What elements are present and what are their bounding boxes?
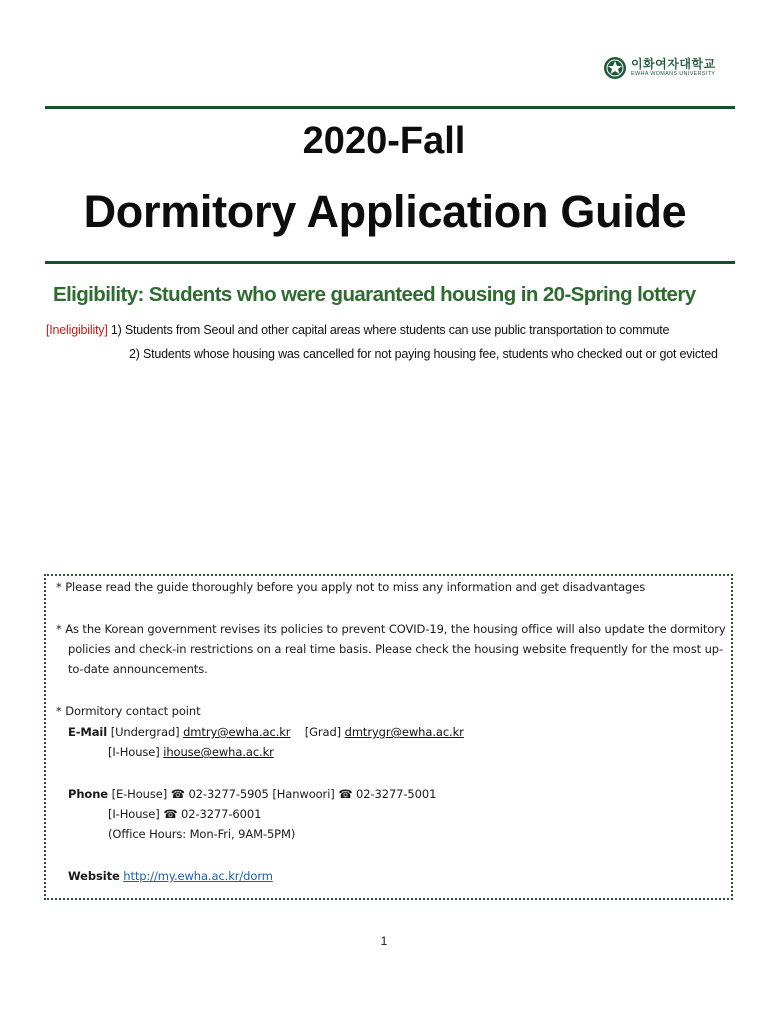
bottom-divider bbox=[45, 261, 735, 264]
phone-label: Phone bbox=[68, 787, 109, 801]
notice-covid-line-2: policies and check-in restrictions on a real time basis. Please check the housing website frequently for the most up- bbox=[68, 642, 724, 656]
ineligibility-item-1: 1) Students from Seoul and other capital areas where students can use public transportation to commute bbox=[110, 323, 670, 337]
page-number: 1 bbox=[380, 934, 388, 948]
phone-ehouse-label: [E-House] bbox=[111, 787, 168, 801]
email-row-1 bbox=[68, 725, 464, 739]
email-row-2 bbox=[108, 745, 274, 759]
phone-ihouse-number: 02-3277-6001 bbox=[181, 807, 262, 821]
email-grad-link[interactable]: dmtrygr@ewha.ac.kr bbox=[344, 725, 464, 739]
phone-ehouse-number: 02-3277-5905 bbox=[188, 787, 269, 801]
phone-row-2 bbox=[108, 807, 261, 821]
ineligibility-line-1 bbox=[46, 323, 669, 337]
website-label: Website bbox=[68, 869, 120, 883]
email-grad-label: [Grad] bbox=[304, 725, 342, 739]
university-logo bbox=[603, 53, 721, 83]
phone-icon: ☎ bbox=[170, 787, 185, 801]
contact-heading: * Dormitory contact point bbox=[56, 704, 201, 718]
notice-read-guide: * Please read the guide thoroughly before you apply not to miss any information and get disadvantages bbox=[56, 580, 646, 594]
website-row bbox=[68, 869, 273, 883]
phone-hanwoori-label: [Hanwoori] bbox=[272, 787, 335, 801]
phone-icon: ☎ bbox=[163, 807, 178, 821]
notice-covid-line-3: to-date announcements. bbox=[68, 662, 208, 676]
office-hours: (Office Hours: Mon-Fri, 9AM-5PM) bbox=[108, 827, 296, 841]
email-undergrad-link[interactable]: dmtry@ewha.ac.kr bbox=[183, 725, 291, 739]
eligibility-heading: Eligibility: Students who were guaranteed housing in 20-Spring lottery bbox=[53, 283, 696, 306]
email-ihouse-label: [I-House] bbox=[108, 745, 160, 759]
phone-hanwoori-number: 02-3277-5001 bbox=[356, 787, 437, 801]
phone-icon: ☎ bbox=[338, 787, 353, 801]
phone-ihouse-label: [I-House] bbox=[108, 807, 160, 821]
phone-row-1 bbox=[68, 787, 436, 801]
notice-covid-line-1: * As the Korean government revises its policies to prevent COVID-19, the housing office will also update the dormitory bbox=[56, 622, 726, 636]
emblem-icon bbox=[603, 56, 627, 80]
ineligibility-item-2: 2) Students whose housing was cancelled for not paying housing fee, students who checked out or got evicted bbox=[129, 347, 718, 361]
email-label: E-Mail bbox=[68, 725, 108, 739]
title-term: 2020-Fall bbox=[302, 120, 466, 162]
top-divider bbox=[45, 106, 735, 109]
email-undergrad-label: [Undergrad] bbox=[110, 725, 180, 739]
title-main: Dormitory Application Guide bbox=[83, 186, 687, 237]
website-link[interactable]: http://my.ewha.ac.kr/dorm bbox=[123, 869, 273, 883]
ineligibility-tag: [Ineligibility] bbox=[46, 323, 108, 337]
logo-english-text: EWHA WOMANS UNIVERSITY bbox=[631, 71, 716, 78]
logo-korean-text: 이화여자대학교 bbox=[631, 57, 716, 72]
email-ihouse-link[interactable]: ihouse@ewha.ac.kr bbox=[163, 745, 274, 759]
